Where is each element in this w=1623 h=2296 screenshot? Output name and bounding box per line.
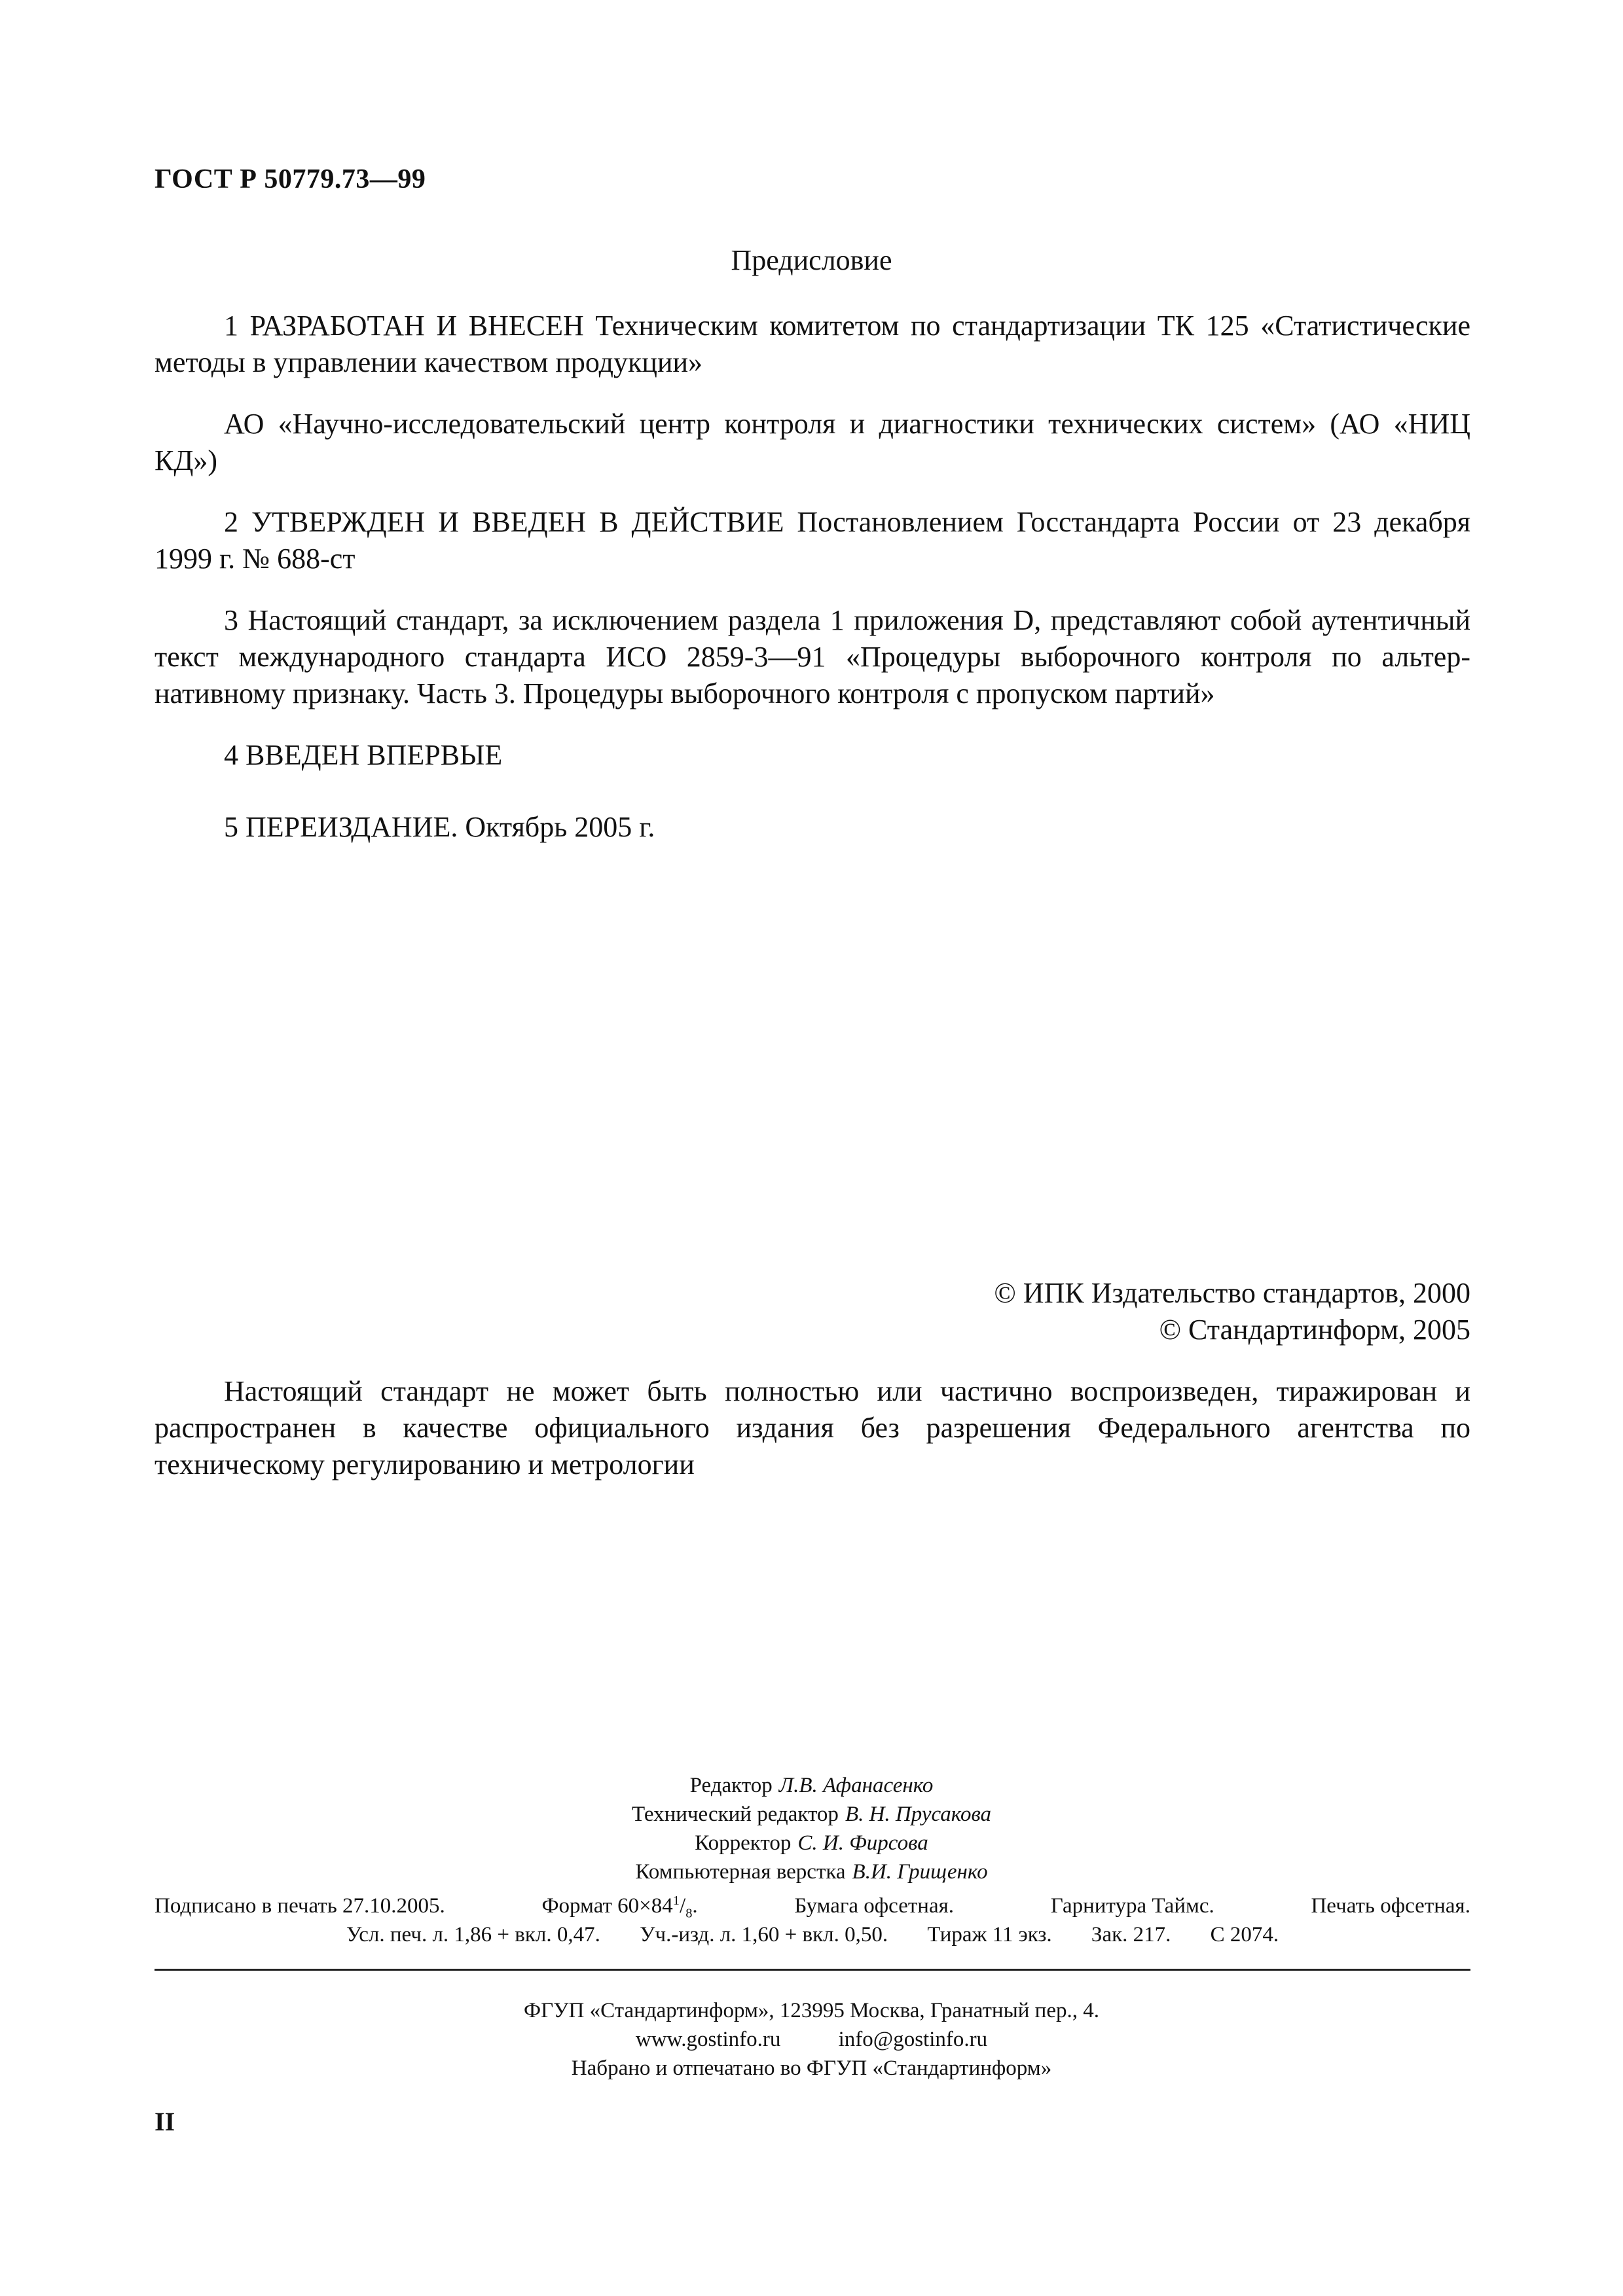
credits-block [0, 1771, 1623, 1886]
typeface: Гарнитура Таймс. [1050, 1894, 1214, 1918]
print-run: Тираж 11 экз. [927, 1923, 1052, 1946]
foreword-paragraph-1: 1 РАЗРАБОТАН И ВНЕСЕН Техническим комитетом по стандартизации ТК 125 «Статистические методы в управлении качеством продукции» [155, 310, 1470, 378]
credit-person: С. И. Фирсова [797, 1831, 928, 1855]
credit-line [0, 1800, 1623, 1829]
credit-line [0, 1771, 1623, 1800]
publisher-address: ФГУП «Стандартинформ», 123995 Москва, Гранатный пер., 4. [524, 1999, 1099, 2022]
printed-by: Набрано и отпечатано во ФГУП «Стандартинформ» [571, 2056, 1052, 2080]
copyright-line-1: © ИПК Издательство стандартов, 2000 [994, 1277, 1470, 1309]
credit-person: В.И. Грищенко [852, 1860, 988, 1884]
imprint-block [0, 1996, 1623, 2083]
foreword-title: Предисловие [731, 244, 892, 276]
order-number: Зак. 217. [1091, 1923, 1171, 1946]
credit-role: Корректор [695, 1831, 792, 1855]
website-link[interactable]: www.gostinfo.ru [635, 2028, 781, 2051]
document-code: ГОСТ Р 50779.73—99 [155, 164, 426, 194]
printing-method: Печать офсетная. [1311, 1894, 1470, 1918]
foreword-paragraph-4: 3 Настоящий стандарт, за исключением раздела 1 приложения D, представляют собой аутентичный текст международного стандарта ИСО 2859-3—91 «Процедуры выборочного контроля по альтернативному признаку. Часть 3. Процедуры выборочного контроля с пропуском партий» [155, 604, 1470, 709]
foreword-paragraph-2: АО «Научно-исследовательский центр контроля и диагностики технических систем» (АО «НИЦ КД») [155, 408, 1470, 476]
copyright-block [685, 1275, 1470, 1348]
printed-sheets: Усл. печ. л. 1,86 + вкл. 0,47. [346, 1923, 600, 1946]
paper-type: Бумага офсетная. [794, 1894, 955, 1918]
credit-role: Технический редактор [631, 1803, 839, 1826]
paper-format: Формат $60\times 84^1/_8$. [541, 1893, 698, 1921]
page-number: II [155, 2107, 175, 2136]
publication-details-row-1 [155, 1892, 1470, 1920]
reproduction-notice: Настоящий стандарт не может быть полностью или частично воспроизведен, тиражирован и распространен в качестве официального издания без разрешения Федерального агентства по техническому регулированию и метрологии [155, 1375, 1470, 1480]
credit-person: Л.В. Афанасенко [778, 1774, 934, 1797]
signed-for-print: Подписано в печать 27.10.2005. [155, 1894, 445, 1918]
divider-line [155, 1969, 1470, 1971]
credit-role: Компьютерная верстка [635, 1860, 846, 1884]
credit-person: В. Н. Прусакова [845, 1803, 992, 1826]
publisher-sheets: Уч.-изд. л. 1,60 + вкл. 0,50. [640, 1923, 888, 1946]
copyright-line-2: © Стандартинформ, 2005 [1159, 1314, 1470, 1346]
credit-role: Редактор [689, 1774, 773, 1797]
foreword-paragraph-3: 2 УТВЕРЖДЕН И ВВЕДЕН В ДЕЙСТВИЕ Постановлением Госстандарта России от 23 декабря 1999 г. № 688-ст [155, 506, 1470, 575]
foreword-paragraph-6: 5 ПЕРЕИЗДАНИЕ. Октябрь 2005 г. [224, 811, 655, 843]
code-number: С 2074. [1210, 1923, 1279, 1946]
email-link[interactable]: info@gostinfo.ru [838, 2028, 988, 2051]
credit-line [0, 1857, 1623, 1886]
credit-line [0, 1829, 1623, 1857]
contact-line [0, 2025, 1623, 2054]
publication-details-row-2 [155, 1920, 1470, 1949]
foreword-paragraph-5: 4 ВВЕДЕН ВПЕРВЫЕ [224, 739, 503, 771]
